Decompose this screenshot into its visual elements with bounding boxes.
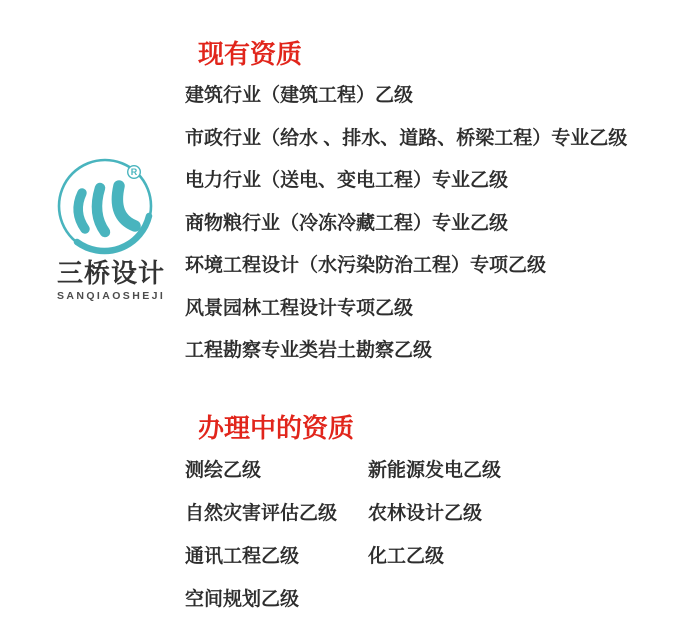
existing-qualifications-title: 现有资质 (198, 39, 303, 69)
in-progress-qualifications-grid (185, 461, 665, 610)
qualification-item: 新能源发电乙级 (368, 460, 502, 481)
qualification-item: 电力行业（送电、变电工程）专业乙级 (185, 170, 509, 191)
qualification-item: 自然灾害评估乙级 (185, 503, 338, 524)
svg-text:R: R (130, 167, 138, 178)
qualification-item: 市政行业（给水 、排水、道路、桥梁工程）专业乙级 (185, 127, 628, 149)
logo-company-name-pinyin: SANQIAOSHEJI (57, 290, 166, 302)
existing-qualifications-list (185, 86, 665, 361)
sanqiao-wave-logo-icon (55, 157, 155, 257)
qualification-item: 商物粮行业（冷冻冷藏工程）专业乙级 (185, 212, 509, 234)
qualification-item: 环境工程设计（水污染防治工程）专项乙级 (185, 255, 547, 276)
qualification-item: 风景园林工程设计专项乙级 (185, 297, 414, 319)
qualification-item: 空间规划乙级 (185, 589, 300, 610)
qualification-item: 化工乙级 (368, 546, 445, 567)
logo-company-name: 三桥设计 (57, 258, 166, 288)
qualification-item: 测绘乙级 (185, 460, 262, 481)
qualification-content (185, 40, 665, 610)
qualification-item: 建筑行业（建筑工程）乙级 (185, 85, 414, 106)
qualification-item: 通讯工程乙级 (185, 546, 300, 567)
in-progress-qualifications-title: 办理中的资质 (198, 413, 355, 443)
qualification-item: 工程勘察专业类岩土勘察乙级 (185, 340, 433, 361)
empty-grid-cell (368, 590, 665, 610)
qualification-item: 农林设计乙级 (368, 503, 483, 524)
registered-trademark-icon (128, 166, 141, 179)
